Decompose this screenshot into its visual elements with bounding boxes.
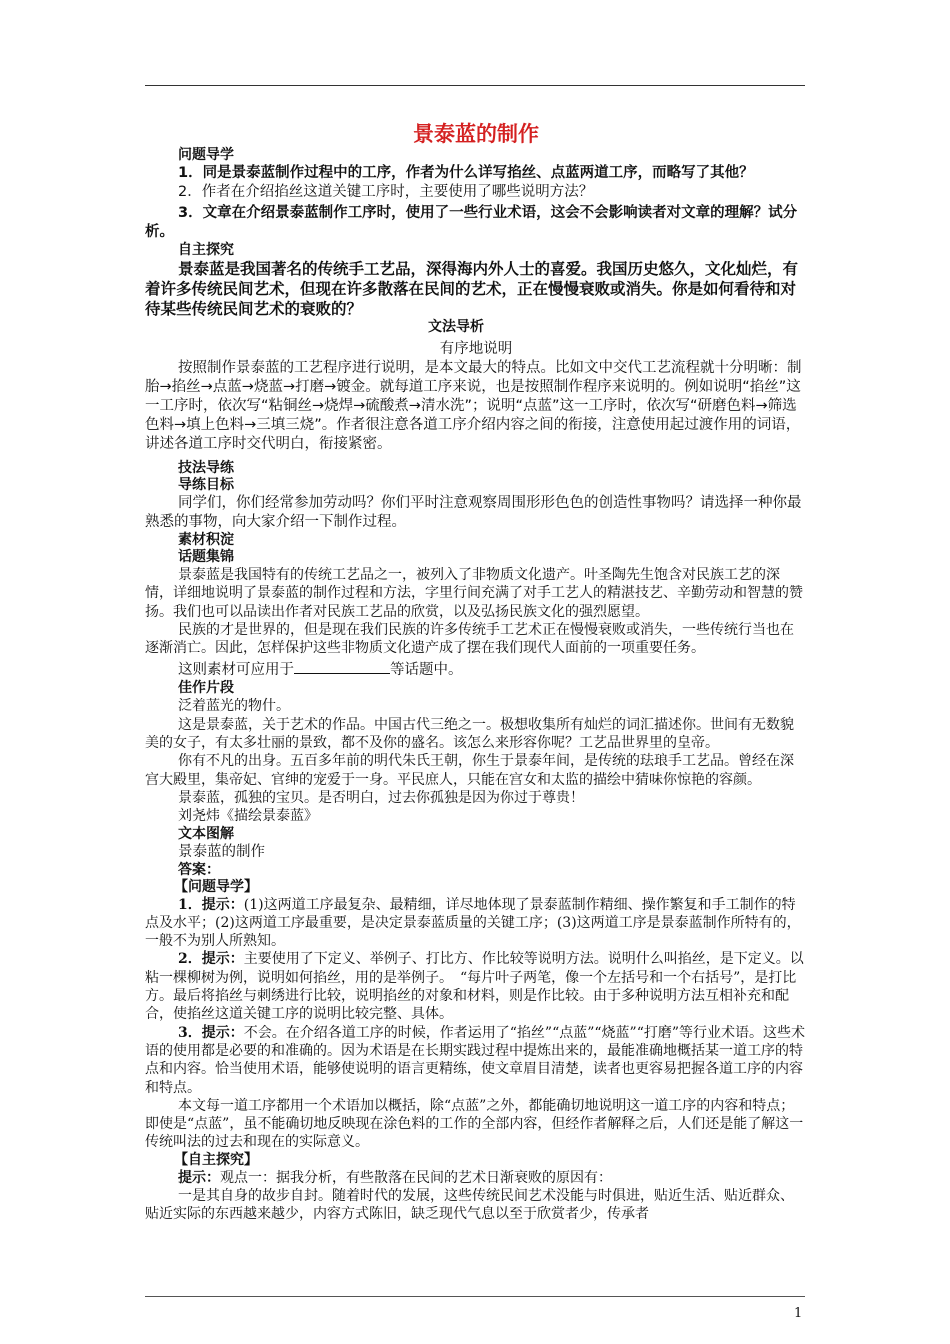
answer-1-label: 1．提示： [178, 896, 244, 913]
answer-heading-zizhu: 【自主探究】 [174, 1151, 258, 1168]
answer-3-label: 3．提示： [178, 1024, 244, 1041]
question-3: 3．文章在介绍景泰蓝制作工序时，使用了一些行业术语，这会不会影响读者对文章的理解？试分析。 [145, 205, 798, 240]
answer-1-text: (1)这两道工序最复杂、最精细，详尽地体现了景泰蓝制作精细、操作繁复和手工制作的特点及水平；(2)这两道工序最重要，是决定景泰蓝质量的关键工序；(3)这两道工序是景泰蓝制作所特有的，一般不为别人所熟知。 [145, 896, 801, 950]
answer-explore-1-text: 观点一：据我分析，有些散落在民间的艺术日渐衰败的原因有： [220, 1169, 612, 1186]
answer-3 [145, 1024, 807, 1097]
jiazuo-paragraph-3: 景泰蓝，孤独的宝贝。是否明白，过去你孤独是因为你过于尊贵！ [178, 789, 584, 806]
answer-explore-1 [145, 1169, 807, 1187]
jiazuo-author: 刘尧炜《描绘景泰蓝》 [178, 808, 318, 825]
footer-rule [145, 1296, 805, 1297]
heading-sucai-jidian: 素材积淀 [178, 532, 234, 548]
answer-3-continued: 本文每一道工序都用一个术语加以概括，除“点蓝”之外，都能确切地说明这一道工序的内容和特点；即使是“点蓝”，虽不能确切地反映现在涂色料的工作的全部内容，但经作者解释之后，人们还是能了解这一传统叫法的过去和现在的实际意义。 [145, 1097, 804, 1151]
jiazuo-paragraph-1: 这是景泰蓝，关于艺术的作品。中国古代三绝之一。极想收集所有灿烂的词汇描述你。世间有无数貌美的女子，有太多壮丽的景致，都不及你的盛名。该怎么来形容你呢？工艺品世界里的皇帝。 [145, 716, 794, 752]
answer-2-text: 主要使用了下定义、举例子、打比方、作比较等说明方法。说明什么叫掐丝，是下定义。以粘一棵柳树为例，说明如何掐丝，用的是举例子。 “每片叶子两笔，像一个左括号和一个右括号”，是打比方。最后将掐丝与刺绣进行比较，说明掐丝的对象和材料，则是作比较。由于多种说明方法互相补充和配合，使掐丝这道关键工序的说明比较完整、具体。 [145, 951, 804, 1023]
page-number: 1 [794, 1306, 803, 1321]
answer-1 [145, 896, 807, 951]
answer-heading-wenti: 【问题导学】 [174, 878, 258, 895]
answer-2-label: 2．提示： [178, 951, 244, 968]
question-2: 2．作者在介绍掐丝这道关键工序时，主要使用了哪些说明方法？ [178, 184, 594, 200]
heading-jiazuo-pianduan: 佳作片段 [178, 680, 234, 697]
heading-wenti-daoxue: 问题导学 [178, 147, 234, 163]
answer-explore-label: 提示： [178, 1169, 220, 1186]
daolian-paragraph: 同学们，你们经常参加劳动吗？你们平时注意观察周围形形色色的创造性事物吗？请选择一种你最熟悉的事物，向大家介绍一下制作过程。 [145, 495, 802, 530]
document-body [145, 121, 807, 1224]
header-rule [145, 85, 805, 86]
sucai-paragraph-2: 民族的才是世界的，但是现在我们民族的许多传统手工艺术正在慢慢衰败或消失，一些传统行当也在逐渐消亡。因此，怎样保护这些非物质文化遗产成了摆在我们现代人面前的一项重要任务。 [145, 621, 794, 657]
sucai-fill-blank [145, 659, 807, 680]
fill-blank-prefix: 这则素材可应用于 [178, 662, 294, 679]
jiazuo-paragraph-2: 你有不凡的出身。五百多年前的明代朱氏王朝，你生于景泰年间，是传统的珐琅手工艺品。曾经在深宫大殿里，集帝妃、官绅的宠爱于一身。平民庶人，只能在宫女和太监的描绘中猜味你惊艳的容颜。 [145, 753, 794, 788]
answer-3-text: 不会。在介绍各道工序的时候，作者运用了“掐丝”“点蓝”“烧蓝”“打磨”等行业术语。这些术语的使用都是必要的和准确的。因为术语是在长期实践过程中提炼出来的，最能准确地概括某一道工序的特点和内容。恰当使用术语，能够使说明的语言更精练，使文章眉目清楚，读者也更容易把握各道工序的内容和特点。 [145, 1024, 806, 1096]
explore-paragraph: 景泰蓝是我国著名的传统手工艺品，深得海内外人士的喜爱。我国历史悠久，文化灿烂，有着许多传统民间艺术，但现在许多散落在民间的艺术，正在慢慢衰败或消失。你是如何看待和对待某些传统民间艺术的衰败的？ [145, 260, 799, 318]
subheading-daolian-mubiao: 导练目标 [178, 477, 234, 493]
jiazuo-line-1: 泛着蓝光的物什。 [178, 698, 290, 715]
fill-blank-suffix: 等话题中。 [390, 662, 463, 679]
sucai-paragraph-1: 景泰蓝是我国特有的传统工艺品之一，被列入了非物质文化遗产。叶圣陶先生饱含对民族工艺的深情，详细地说明了景泰蓝的制作过程和方法，字里行间充满了对手工艺人的精湛技艺、辛勤劳动和智慧的赞扬。我们也可以品读出作者对民族工艺品的欣赏，以及弘扬民族文化的强烈愿望。 [145, 567, 803, 620]
fill-blank-line[interactable] [294, 659, 390, 674]
page-title: 景泰蓝的制作 [413, 122, 539, 146]
heading-zizhu-tanjiu: 自主探究 [178, 242, 234, 258]
answer-explore-2: 一是其自身的故步自封。随着时代的发展，这些传统民间艺术没能与时俱进，贴近生活、贴近群众、贴近实际的东西越来越少，内容方式陈旧，缺乏现代气息以至于欣赏者少，传承者 [145, 1188, 794, 1223]
question-1: 1．同是景泰蓝制作过程中的工序，作者为什么详写掐丝、点蓝两道工序，而略写了其他？ [178, 165, 754, 181]
heading-answers: 答案： [178, 861, 220, 878]
heading-wenfa-daoxi: 文法导析 [428, 319, 484, 335]
answer-2 [145, 950, 807, 1023]
subheading-huati-jijin: 话题集锦 [178, 549, 234, 565]
heading-wenben-tujie: 文本图解 [178, 825, 234, 842]
subheading-youxu: 有序地说明 [439, 341, 513, 357]
heading-jifa-daolian: 技法导练 [178, 460, 234, 476]
tujie-text: 景泰蓝的制作 [178, 843, 265, 860]
wenfa-paragraph: 按照制作景泰蓝的工艺程序进行说明，是本文最大的特点。比如文中交代工艺流程就十分明晰：制胎→掐丝→点蓝→烧蓝→打磨→镀金。就每道工序来说，也是按照制作程序来说明的。例如说明“掐丝”这一工序时，依次写“粘铜丝→烧焊→硫酸煮→清水洗”；说明“点蓝”这一工序时，依次写“研磨色料→筛选色料→填上色料→三填三烧”。作者很注意各道工序介绍内容之间的衔接，注意使用起过渡作用的词语，讲述各道工序时交代明白，衔接紧密。 [145, 360, 802, 452]
